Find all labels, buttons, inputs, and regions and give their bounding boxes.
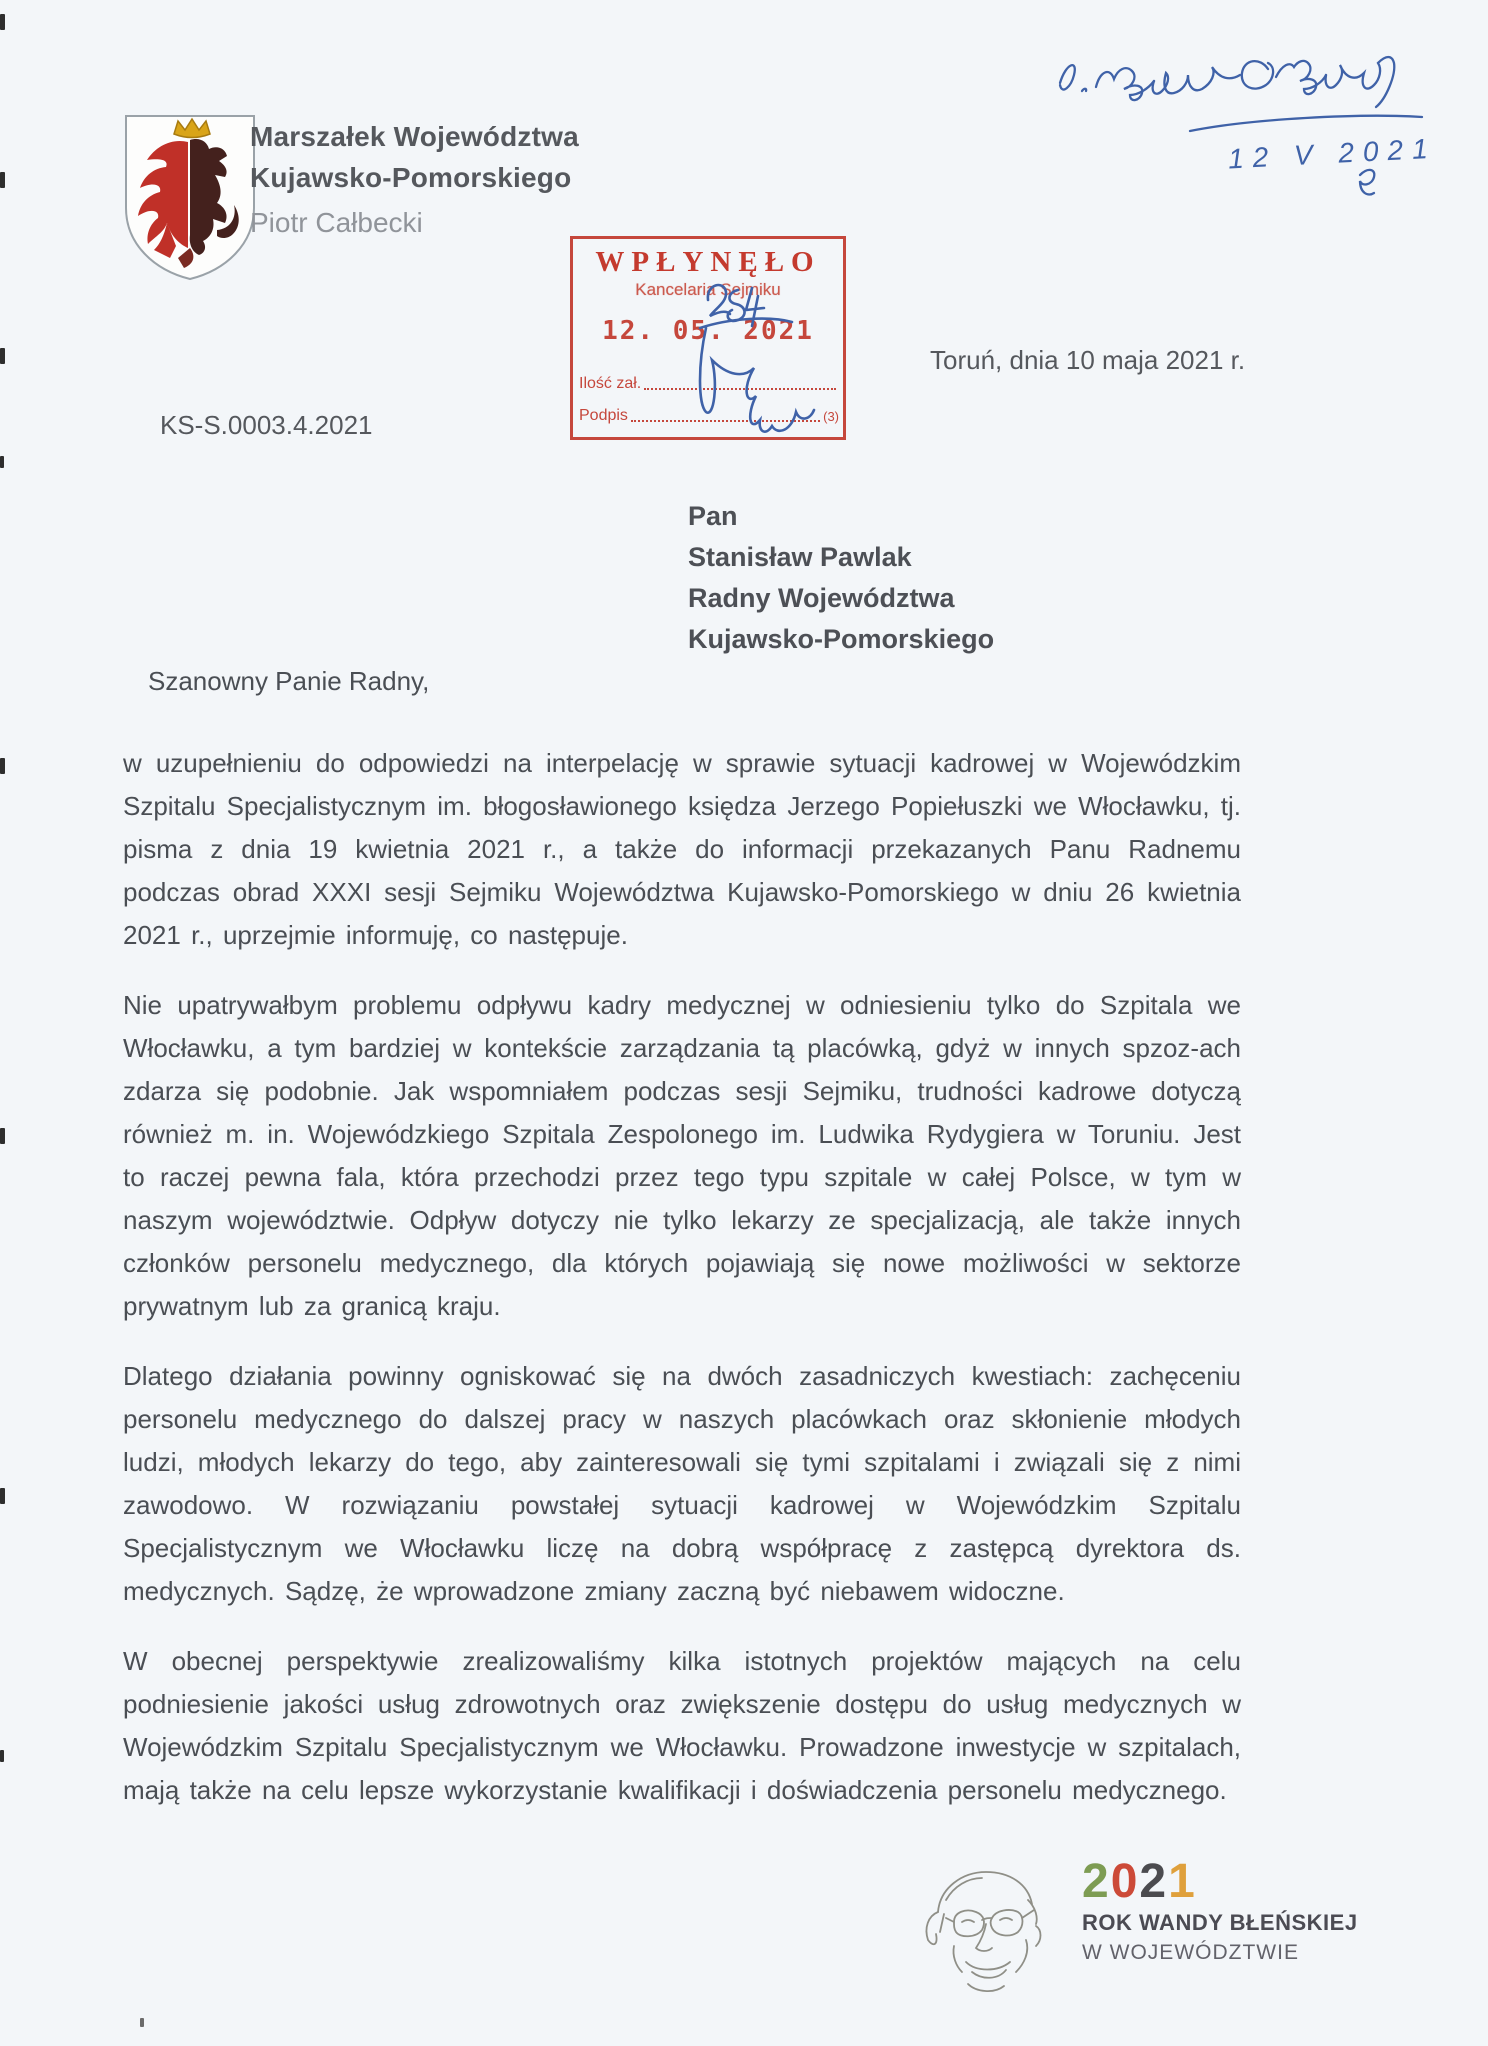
paragraph-3: Dlatego działania powinny ogniskować się na dwóch zasadniczych kwestiach: zachęceniu personelu medycznego do dalszej pracy w naszych placówkach oraz skłonienie młodych ludzi, młodych lekarzy do tego, aby zainteresowali się tymi szpitalami i związali się z nimi zawodowo. W rozwiązaniu powstałej sytuacji kadrowej w Wojewódzkim Szpitalu Specjalistycznym we Włocławku liczę na dobrą współpracę z zastępcą dyrektora ds. medycznych. Sądzę, że wprowadzone zmiany zaczną być niebawem widoczne. [123,1361,1241,1606]
coat-of-arms [120,110,260,286]
logo-year-digit: 2 [1139,1855,1169,1908]
paragraph-1: w uzupełnieniu do odpowiedzi na interpelację w sprawie sytuacji kadrowej w Wojewódzkim Szpitalu Specjalistycznym im. błogosławionego księdza Jerzego Popiełuszki we Włocławku, tj. pisma z dnia 19 kwietnia 2021 r., a także do informacji przekazanych Panu Radnemu podczas obrad XXXI sesji Sejmiku Województwa Kujawsko-Pomorskiego w dniu 26 kwietnia 2021 r., uprzejmie informuję, co następuje. [123,748,1241,950]
scan-artifact [0,1488,5,1504]
logo-year [1082,1855,1358,1908]
letterhead [250,116,579,243]
addressee-role-line1: Radny Województwa [688,583,955,613]
dotted-leader [644,374,836,390]
scan-artifact [0,348,5,364]
org-name-line1: Marszałek Województwa [250,121,579,152]
paragraph-4: W obecnej perspektywie zrealizowaliśmy kilka istotnych projektów mających na celu podniesienie jakości usług zdrowotnych oraz zwiększenie dostępu do usług medycznych w Wojewódzkim Szpitalu Specjalistycznym we Włocławku. Prowadzone inwestycje w szpitalach, mają także na celu lepsze wykorzystanie kwalifikacji i doświadczenia personelu medycznego. [123,1646,1241,1805]
handwritten-mark [1360,170,1374,195]
addressee-title: Pan [688,501,738,531]
wanda-blenska-portrait-sketch [910,1860,1060,2000]
stamp-attachments-label: Ilość zał. [579,375,642,392]
handwritten-date: 12 V 2021 [1227,132,1438,175]
scan-artifact [0,172,5,188]
scan-artifact [0,456,4,468]
logo-caption-line2: W WOJEWÓDZTWIE [1082,1941,1299,1964]
crest-crown-icon [174,119,210,138]
dotted-leader [631,406,820,422]
scan-artifact [0,1750,4,1762]
scan-artifact [0,758,5,774]
addressee-role-line2: Kujawsko-Pomorskiego [688,624,995,654]
handwritten-underline [1190,116,1422,131]
scan-artifact [0,14,5,30]
stamp-signature-label: Podpis [579,407,628,424]
year-logo [1082,1855,1358,1965]
logo-year-digit: 2 [1082,1855,1111,1908]
paragraph-2: Nie upatrywałbym problemu odpływu kadry medycznej w odniesieniu tylko do Szpitala we Włocławku, a tym bardziej w kontekście zarządzania tą placówką, gdyż w innych spzoz-ach zdarza się podobnie. Jak wspomniałem podczas sesji Sejmiku, trudności kadrowe dotyczą również m. in. Wojewódzkiego Szpitala Zespolonego im. Ludwika Rydygiera w Toruniu. Jest to raczej pewna fala, która przechodzi przez tego typu szpitale w całej Polsce, w tym w naszym województwie. Odpływ dotyczy nie tylko lekarzy ze specjalizacją, ale także innych członków personelu medycznego, dla których pojawiają się nowe możliwości w sektorze prywatnym lub za granicą kraju. [123,990,1241,1321]
stamp-corner-note: (3) [823,409,839,424]
handwritten-note [1030,35,1460,210]
stamp-date: 12. 05. 2021 [602,316,814,346]
stamp-office: Kancelaria Sejmiku [635,280,781,299]
stamp-title: WPŁYNĘŁO [595,246,821,278]
logo-caption-line1: ROK WANDY BŁEŃSKIEJ [1082,1910,1358,1935]
receipt-stamp [570,236,846,440]
scan-artifact [140,2018,144,2027]
logo-year-digit: 0 [1110,1855,1140,1908]
salutation: Szanowny Panie Radny, [148,666,430,696]
reference-number: KS-S.0003.4.2021 [160,410,373,440]
stamp-attachments-row [579,374,839,393]
signatory-name: Piotr Całbecki [250,207,423,238]
scan-artifact [0,1128,5,1144]
addressee-name: Stanisław Pawlak [688,542,912,572]
stamp-signature-row [579,406,839,425]
letter-body [123,742,1241,1812]
place-date-line: Toruń, dnia 10 maja 2021 r. [930,345,1246,375]
org-name-line2: Kujawsko-Pomorskiego [250,162,572,193]
logo-year-digit: 1 [1168,1855,1197,1908]
addressee-block [688,496,994,660]
